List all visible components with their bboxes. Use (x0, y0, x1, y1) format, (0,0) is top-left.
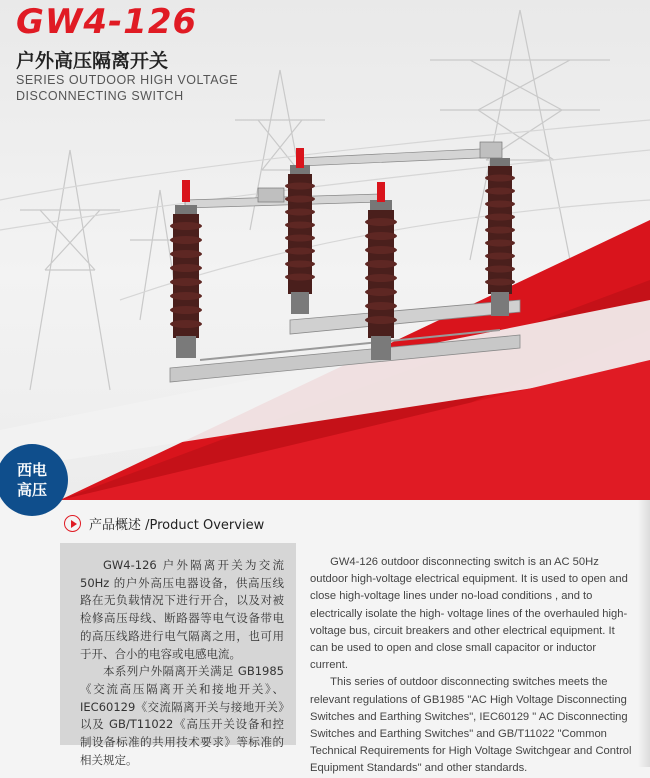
product-title-en (16, 72, 276, 104)
product-model: GW4-126 (16, 2, 198, 42)
overview-cn-paragraph: GW4-126 户外隔离开关为交流 50Hz 的户外高压电器设备，供高压线路在无负载情况下进行开合，以及对被检修高压母线、断路器等电气设备带电的高压线路进行电气隔离之用，也可用于开、合小的电容或电感电流。 (80, 558, 284, 661)
overview-cn-panel (60, 543, 296, 767)
overview-en-paragraph: This series of outdoor disconnecting switches meets the relevant regulations of GB1985 "AC High Voltage Disconnecting Switches and Earthing Switches", IEC60129 " AC Disconnecting Switches and Earthing Switches" and GB/T11022 "Common Technical Requirements for High Voltage Switchgear and Control Equipment Standards" and other standards. (310, 676, 632, 775)
overview-header (64, 514, 264, 533)
play-circle-icon (64, 515, 81, 532)
product-title-cn: 户外高压隔离开关 (16, 50, 169, 72)
page-edge-shadow (638, 500, 650, 767)
overview-title: 产品概述 /Product Overview (89, 518, 265, 533)
title-en-line2: DISCONNECTING SWITCH (16, 89, 184, 103)
brand-line1: 西电 (16, 461, 47, 479)
overview-en-paragraph: GW4-126 outdoor disconnecting switch is an AC 50Hz outdoor high-voltage electrical equipment. It is used to open and close high-voltage lines under no-load conditions , and to electrically isolate the high- voltage lines of the overhauled high- voltage bus, circuit breakers and other electrical equipment. It can be used to open and close small capacitor or inductor current. (310, 556, 628, 672)
disconnect-switch-image (170, 142, 520, 382)
brand-line2: 高压 (16, 481, 47, 499)
title-en-line1: SERIES OUTDOOR HIGH VOLTAGE (16, 73, 239, 87)
overview-en-panel (310, 554, 632, 778)
overview-cn-paragraph: 本系列户外隔离开关满足 GB1985《交流高压隔离开关和接地开关》、IEC60129《交流隔离开关与接地开关》以及 GB/T11022《高压开关设备和控制设备标准的共用技术要求》等标准的相关规定。 (80, 664, 284, 767)
brand-badge (0, 444, 68, 516)
